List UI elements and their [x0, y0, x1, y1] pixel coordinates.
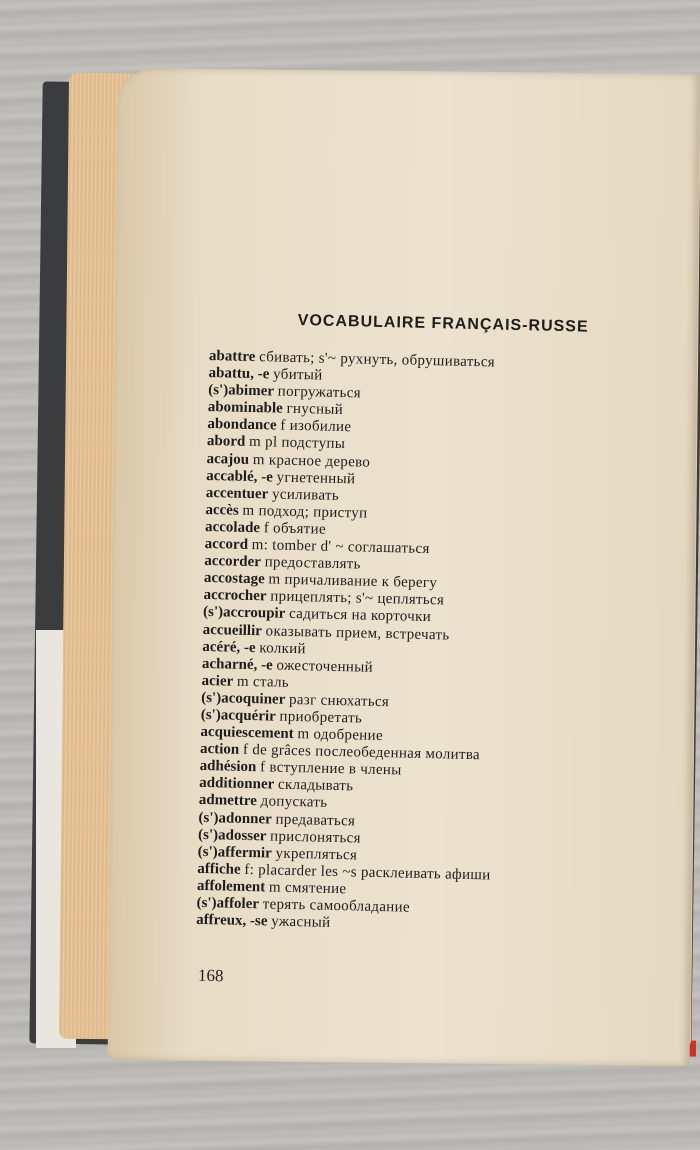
entry-headword: affreux, -se [195, 911, 268, 930]
entry-translation: m: tomber d' ~ соглашаться [251, 537, 430, 558]
entry-headword: accorder [204, 553, 262, 571]
entry-translation: ожесточенный [276, 657, 374, 676]
entry-headword: acier [201, 672, 234, 690]
entry-headword: additionner [199, 775, 275, 793]
entry-translation: m красное дерево [252, 451, 371, 471]
entry-translation: прислоняться [269, 828, 362, 847]
entry-headword: (s')affermir [197, 843, 272, 862]
entry-translation: усиливать [271, 486, 340, 504]
entry-translation: f вступление в члены [259, 759, 402, 779]
entry-translation: угнетенный [276, 469, 356, 487]
entry-headword: (s')adosser [197, 826, 267, 845]
entry-translation: прицеплять; s'~ цепляться [270, 588, 445, 609]
entry-headword: abattre [208, 347, 256, 366]
entry-translation: погружаться [277, 383, 362, 402]
entry-translation: ужасный [271, 913, 331, 931]
entry-headword: acharné, -e [201, 655, 273, 674]
entry-headword: action [199, 741, 240, 758]
entry-headword: acéré, -e [202, 638, 256, 656]
page-number: 168 [197, 965, 224, 986]
entry-headword: (s')acoquiner [201, 689, 286, 708]
entry-headword: accrocher [203, 587, 267, 605]
entry-translation: колкий [259, 639, 307, 657]
entry-headword: accablé, -e [206, 467, 274, 486]
entry-headword: (s')accroupir [202, 604, 286, 623]
entry-translation: гнусный [286, 401, 344, 419]
entry-headword: accueillir [202, 621, 263, 639]
entry-translation: f: placarder les ~s расклеивать афиши [244, 861, 491, 884]
entry-translation: оказывать прием, встречать [265, 622, 450, 644]
entry-headword: accord [204, 535, 249, 553]
entry-headword: accolade [204, 518, 261, 537]
entry-translation: m подход; приступ [242, 502, 368, 522]
entry-translation: укрепляться [275, 845, 358, 864]
entry-translation: терять самообладание [262, 896, 411, 916]
entry-headword: abondance [207, 416, 277, 434]
entry-headword: abord [206, 433, 246, 451]
entry-headword: accès [205, 501, 239, 519]
page-heading: VOCABULAIRE FRANÇAIS-RUSSE [297, 311, 589, 336]
entry-translation: m причаливание к берегу [268, 571, 438, 592]
entry-headword: affiche [197, 860, 241, 878]
entry-headword: acajou [206, 450, 250, 468]
entry-translation: f изобилие [280, 418, 352, 436]
entry-headword: abattu, -e [208, 365, 270, 383]
entry-translation: предоставлять [264, 554, 361, 573]
entry-headword: (s')acquérir [200, 706, 276, 725]
entry-translation: m pl подступы [248, 434, 346, 453]
entry-headword: (s')adonner [198, 809, 272, 828]
entry-translation: m одобрение [297, 726, 384, 745]
entry-translation: допускать [260, 793, 328, 812]
entry-translation: убитый [272, 366, 323, 384]
entry-headword: (s')affoler [196, 894, 260, 913]
entry-headword: adhésion [199, 758, 257, 776]
entry-headword: admettre [198, 792, 258, 810]
entry-translation: разг снюхаться [288, 691, 390, 711]
entry-translation: приобретать [279, 708, 363, 727]
entry-translation: f объятие [263, 520, 327, 538]
entry-translation: садиться на корточки [288, 606, 432, 626]
entry-headword: accentuer [205, 484, 269, 503]
entry-list [196, 348, 502, 936]
entry-headword: abominable [207, 399, 283, 417]
entry-translation: складывать [277, 777, 354, 795]
entry-headword: (s')abimer [207, 382, 275, 400]
entry-translation: предаваться [275, 811, 356, 829]
entry-translation: m сталь [236, 673, 290, 691]
entry-translation: m смятение [268, 879, 347, 898]
entry-headword: accostage [203, 570, 265, 588]
entry-headword: acquiescement [200, 723, 294, 743]
entry-headword: affolement [196, 877, 266, 896]
entry-translation: сбивать; s'~ рухнуть, обрушиваться [258, 349, 496, 371]
entry-translation: f de grâces послеобеденная молитва [242, 742, 481, 764]
